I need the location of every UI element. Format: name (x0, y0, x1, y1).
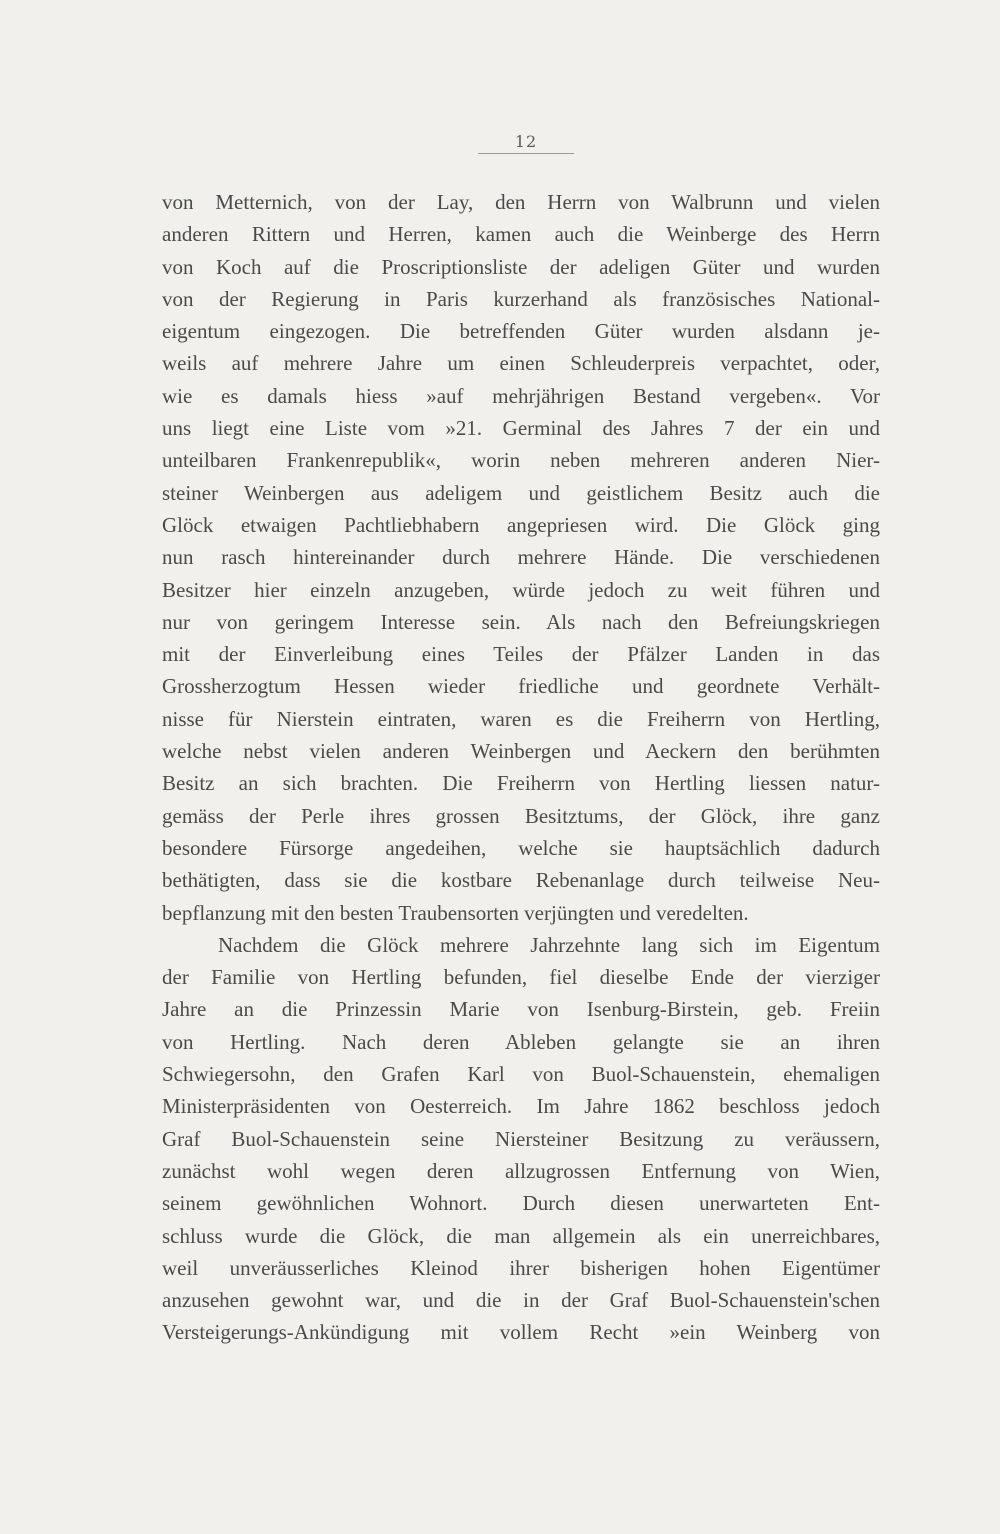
text-line: nun rasch hintereinander durch mehrere Hände. Die verschiedenen (162, 545, 880, 570)
text-line: bethätigten, dass sie die kostbare Rebenanlage durch teilweise Neu- (162, 868, 880, 893)
text-line: uns liegt eine Liste vom »21. Germinal des Jahres 7 der ein und (162, 416, 880, 441)
text-line: wie es damals hiess »auf mehrjährigen Bestand vergeben«. Vor (162, 383, 880, 408)
text-line: anderen Rittern und Herren, kamen auch die Weinberge des Herrn (162, 222, 880, 247)
text-line: Besitz an sich brachten. Die Freiherrn von Hertling liessen natur- (162, 771, 880, 796)
text-line: seinem gewöhnlichen Wohnort. Durch diesen unerwarteten Ent- (162, 1191, 880, 1216)
text-line: zunächst wohl wegen deren allzugrossen Entfernung von Wien, (162, 1158, 880, 1183)
text-line: von Hertling. Nach deren Ableben gelangte sie an ihren (162, 1029, 880, 1054)
page-number: 12 (514, 132, 538, 151)
text-line: gemäss der Perle ihres grossen Besitztums, der Glöck, ihre ganz (162, 803, 880, 828)
text-line: anzusehen gewohnt war, und die in der Graf Buol-Schauenstein'schen (162, 1288, 880, 1313)
text-line: von Metternich, von der Lay, den Herrn von Walbrunn und vielen (162, 190, 880, 214)
text-line: weil unveräusserliches Kleinod ihrer bisherigen hohen Eigentümer (162, 1255, 880, 1280)
text-line: Jahre an die Prinzessin Marie von Isenburg-Birstein, geb. Freiin (162, 997, 880, 1022)
paragraph-start-line: Nachdem die Glöck mehrere Jahrzehnte lang sich im Eigentum (218, 932, 880, 957)
text-line: nisse für Nierstein eintraten, waren es die Freiherrn von Hertling, (162, 706, 880, 731)
text-line: weils auf mehrere Jahre um einen Schleuderpreis verpachtet, oder, (162, 351, 880, 376)
text-line: von Koch auf die Proscriptionsliste der adeligen Güter und wurden (162, 254, 880, 279)
header-rule (478, 153, 574, 154)
text-line: Schwiegersohn, den Grafen Karl von Buol-Schauenstein, ehemaligen (162, 1062, 880, 1087)
body-text (162, 186, 880, 1349)
text-line: Glöck etwaigen Pachtliebhabern angepriesen wird. Die Glöck ging (162, 512, 880, 537)
text-line: mit der Einverleibung eines Teiles der Pfälzer Landen in das (162, 642, 880, 667)
text-line: Versteigerungs-Ankündigung mit vollem Recht »ein Weinberg von (162, 1320, 880, 1345)
text-line: welche nebst vielen anderen Weinbergen und Aeckern den berühmten (162, 739, 880, 764)
text-line: eigentum eingezogen. Die betreffenden Güter wurden alsdann je- (162, 319, 880, 344)
paragraph-end-line: bepflanzung mit den besten Traubensorten verjüngten und veredelten. (162, 900, 749, 925)
text-line: Besitzer hier einzeln anzugeben, würde jedoch zu weit führen und (162, 577, 880, 602)
text-line: Graf Buol-Schauenstein seine Niersteiner Besitzung zu veräussern, (162, 1126, 880, 1151)
text-line: steiner Weinbergen aus adeligem und geistlichem Besitz auch die (162, 480, 880, 505)
text-line: Grossherzogtum Hessen wieder friedliche und geordnete Verhält- (162, 674, 880, 699)
text-line: von der Regierung in Paris kurzerhand als französisches National- (162, 286, 880, 311)
text-line: besondere Fürsorge angedeihen, welche sie hauptsächlich dadurch (162, 835, 880, 860)
text-line: schluss wurde die Glöck, die man allgemein als ein unerreichbares, (162, 1223, 880, 1248)
text-line: Ministerpräsidenten von Oesterreich. Im Jahre 1862 beschloss jedoch (162, 1094, 880, 1119)
text-line: unteilbaren Frankenrepublik«, worin neben mehreren anderen Nier- (162, 448, 880, 473)
text-line: nur von geringem Interesse sein. Als nach den Befreiungskriegen (162, 609, 880, 634)
text-line: der Familie von Hertling befunden, fiel dieselbe Ende der vierziger (162, 965, 880, 990)
